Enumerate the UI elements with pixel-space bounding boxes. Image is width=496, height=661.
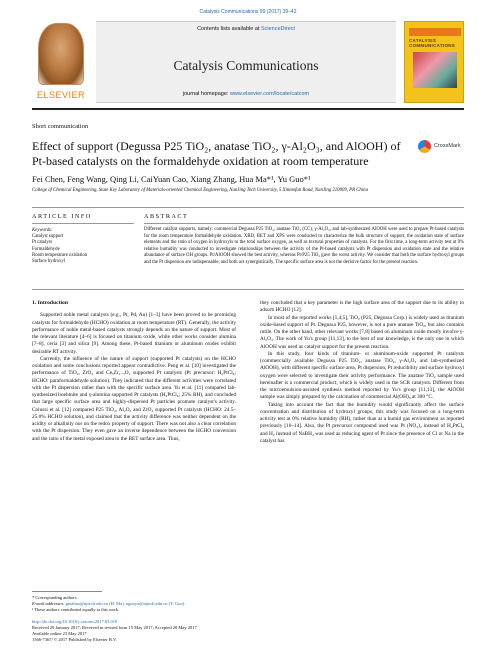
masthead-rule xyxy=(32,108,464,110)
received-dates: Received 29 January 2017; Received in revised form 15 May 2017; Accepted 20 May 2017 xyxy=(32,625,197,630)
crossmark-badge[interactable] xyxy=(418,140,464,154)
cover-band xyxy=(409,28,461,36)
keyword-item: Room temperature oxidation xyxy=(32,252,88,258)
equal-contribution-note: ¹ These authors contributed equally to this work. xyxy=(32,607,120,612)
journal-title: Catalysis Communications xyxy=(173,58,319,73)
keyword-item: Formaldehyde xyxy=(32,246,60,252)
elsevier-logo[interactable] xyxy=(32,21,90,103)
contents-prefix: Contents lists available at xyxy=(197,26,261,32)
keyword-item: Pt catalyst xyxy=(32,240,52,246)
doi-link[interactable]: http://dx.doi.org/10.1016/j.catcom.2017.05.019 xyxy=(32,619,118,624)
article-meta xyxy=(32,619,332,643)
body-paragraph: Currently, the influence of the nature of support (supported Pt catalysts) on the HCHO oxidation and some conclusions reported appear contradictive. Peng et al. [10] investigated the performance of TiO₂, ZrO₂ and CeₓZr₁₋ₓO₂ supported Pt catalysts (Pt precursor: H₂PtCl₆; HCHO: paraformaldehyde solution). They indicated that the different activities were correlated with the Pt dispersion rather than with the specific surface area. Yu et al. [11] compared lab-synthesized boehmite and γ-alumina supported Pt catalysts (H₂PtCl₆; 25% RH), and concluded that large specific surface area and highly-dispersed Pt particles promote catalyst's activity. Colussi et al. [12] compared P25 TiO₂, Al₂O₃ and ZrO₂ supported Pt catalysts (HCHO: 24.5–25.0% HCHO solution), and claimed that the activity difference was neither dependent on the acidity or alkalinity nor on the redox property of support. There was not also a clear correlation with the Pt dispersion. They even gave an inverse dependence between the HCHO conversion and the ratio of the metal exposed area to the BET surface area. Thus, xyxy=(32,355,236,442)
body-paragraph: In most of the reported works [1,4,5], TiO₂ (P25, Degussa Corp.) is widely used as titanium oxide-based support of Pt. Degussa P25, however, is not a pure anatase TiO₂, but also contains rutile. On the other hand, other relevant works [7,8] based on aluminum oxide mostly involve γ-Al₂O₃. The work of Yu's group [11,13], to the best of our knowledge, is the only one in which AlOOH was used as catalyst support for the present reaction. xyxy=(260,314,464,350)
footnote-rule xyxy=(32,591,102,592)
copyright: 1566-7367/ © 2017 Published by Elsevier B.V. xyxy=(32,637,117,642)
author-list[interactable]: Fei Chen, Feng Wang, Qing Li, CaiYuan Cao, Xiang Zhang, Hua Ma*¹, Yu Guo*¹ xyxy=(32,174,311,184)
keywords-block xyxy=(32,228,134,265)
body-paragraph: they concluded that a key parameter is the high surface area of the support due to its ability to adsorb HCHO [12]. xyxy=(260,300,464,314)
email-label: E-mail addresses: xyxy=(32,601,66,606)
body-column-right xyxy=(260,300,464,445)
email-links[interactable]: gmahua@njtech.edu.cn (H. Ma), nguoyu@njtech.edu.cn (Y. Guo). xyxy=(65,601,186,606)
section-label: Short communication xyxy=(32,123,89,130)
keywords-label: Keywords: xyxy=(32,228,53,233)
body-paragraph: In this study, four kinds of titanium- or aluminum-oxide supported Pt catalysts (commercially available Degussa P25 TiO₂, anatase TiO₂, γ-Al₂O₃ and lab-synthesized AlOOH), with different specific surface area, Pt dispersion, Pt reducibility and surface hydroxyl oxygen were selected to investigate their activity performance. The anatase TiO₂ sample used hereinafter is a commercial product, which is widely used in the SCR catalysts. Different from the microemulsion-assisted synthesis method reported by Yu's group [11,13], the AlOOH sample was simply prepared by the calcination of commercial Al(OH)₃ at 300 °C. xyxy=(260,350,464,401)
article-title: Effect of support (Degussa P25 TiO₂, anatase TiO₂, γ-Al₂O₃, and AlOOH) of Pt-based catalysts on the formaldehyde oxidation at room temperature xyxy=(32,139,401,168)
contents-line xyxy=(96,26,396,32)
abstract-heading: ABSTRACT xyxy=(144,213,189,220)
crossmark-label: CrossMark xyxy=(434,143,461,149)
affiliation: College of Chemical Engineering, State Key Laboratory of Materials-oriented Chemical Engineering, NanJing Tech University, 5 Xinmofan Road, NanJing 210009, PR China xyxy=(32,188,368,193)
crossmark-icon xyxy=(418,140,431,153)
masthead-center xyxy=(96,21,396,103)
homepage-link[interactable]: www.elsevier.com/locate/catcom xyxy=(229,91,310,97)
keyword-item: Catalyst support xyxy=(32,234,64,240)
homepage-line xyxy=(96,91,396,97)
corresponding-note: * Corresponding authors. xyxy=(32,595,78,600)
abstract-bottom-rule xyxy=(32,289,464,290)
article-info-heading: ARTICLE INFO xyxy=(32,213,92,220)
sciencedirect-link[interactable]: ScienceDirect xyxy=(260,26,295,32)
body-paragraph: Taking into account the fact that the humidity would significantly affect the surface concentration and distribution of hydroxyl groups, this study was focused on a long-term activity test at 0% relative humidity (RH), rather than at a humid gas environment as reported previously [10–14]. Also, the Pt precursor compound used was Pt (NO₃)₂ instead of H₂PtCl₆ and H₂ instead of NaBH₄ was used as reducing agent of Pt since the presence of Cl or Na in the catalyst has xyxy=(260,401,464,444)
article-info-rule xyxy=(32,223,134,224)
keyword-item: Surface hydroxyl xyxy=(32,259,66,265)
journal-cover[interactable] xyxy=(404,21,464,103)
cover-title: CATALYSIS COMMUNICATIONS xyxy=(409,38,456,48)
body-paragraph: Supported noble metal catalysts (e.g., Pt, Pd, Au) [1–3] have been proved to be promising catalysts for formaldehyde (HCHO) oxidation at room temperature (RT). Generally, the activity performance of noble metal-based catalysts strongly depends on the nature of support. Most of the relevant literature [4–6] is focused on titanium oxide, while other works consider alumina [7–8], ceria [3] and silica [9]. Among these, Pt-based titanium or aluminum oxides exhibit desirable RT activity. xyxy=(32,312,236,355)
cover-image xyxy=(413,52,457,88)
abstract-text: Different catalyst supports, namely: commercial Degussa P25 TiO₂, anatase TiO₂ (CC), γ-Al₂O₃, and lab-synthesized AlOOH were used to prepare Pt-based catalysts for the room temperature formaldehyde oxidation. XRD, BET and XPS were conducted to characterize the bulk structure of support, the oxidation state of surface elements and the ratio of oxygen in hydroxyls to the total surface oxygen, as well as textural properties of catalysts. For the first time, a long-term activity test at 0% relative humidity was conducted to investigate relationships between the activity of the Pt-based catalysts with Pt dispersion and oxidation state and the relative abundance of surface OH groups. Pt/AlOOH showed the best activity, whereas Pt/P25 TiO₂ gave the worst activity. We consider that both the surface hydroxyl groups and the Pt dispersion are indispensable, and both act synergistically. The specific surface area is not the decisive factor for the present reaction. xyxy=(144,227,464,265)
available-online: Available online 23 May 2017 xyxy=(32,631,87,636)
elsevier-tree-icon xyxy=(38,23,84,85)
journal-masthead xyxy=(32,21,464,103)
footnotes xyxy=(32,595,236,613)
homepage-prefix: journal homepage: xyxy=(182,91,230,97)
running-header[interactable]: Catalysis Communications 99 (2017) 39–42 xyxy=(199,9,297,15)
body-column-left xyxy=(32,300,236,443)
abstract-rule xyxy=(144,223,464,224)
elsevier-wordmark: ELSEVIER xyxy=(36,90,86,100)
intro-heading: 1. Introduction xyxy=(32,300,68,306)
header-rule xyxy=(32,207,464,208)
